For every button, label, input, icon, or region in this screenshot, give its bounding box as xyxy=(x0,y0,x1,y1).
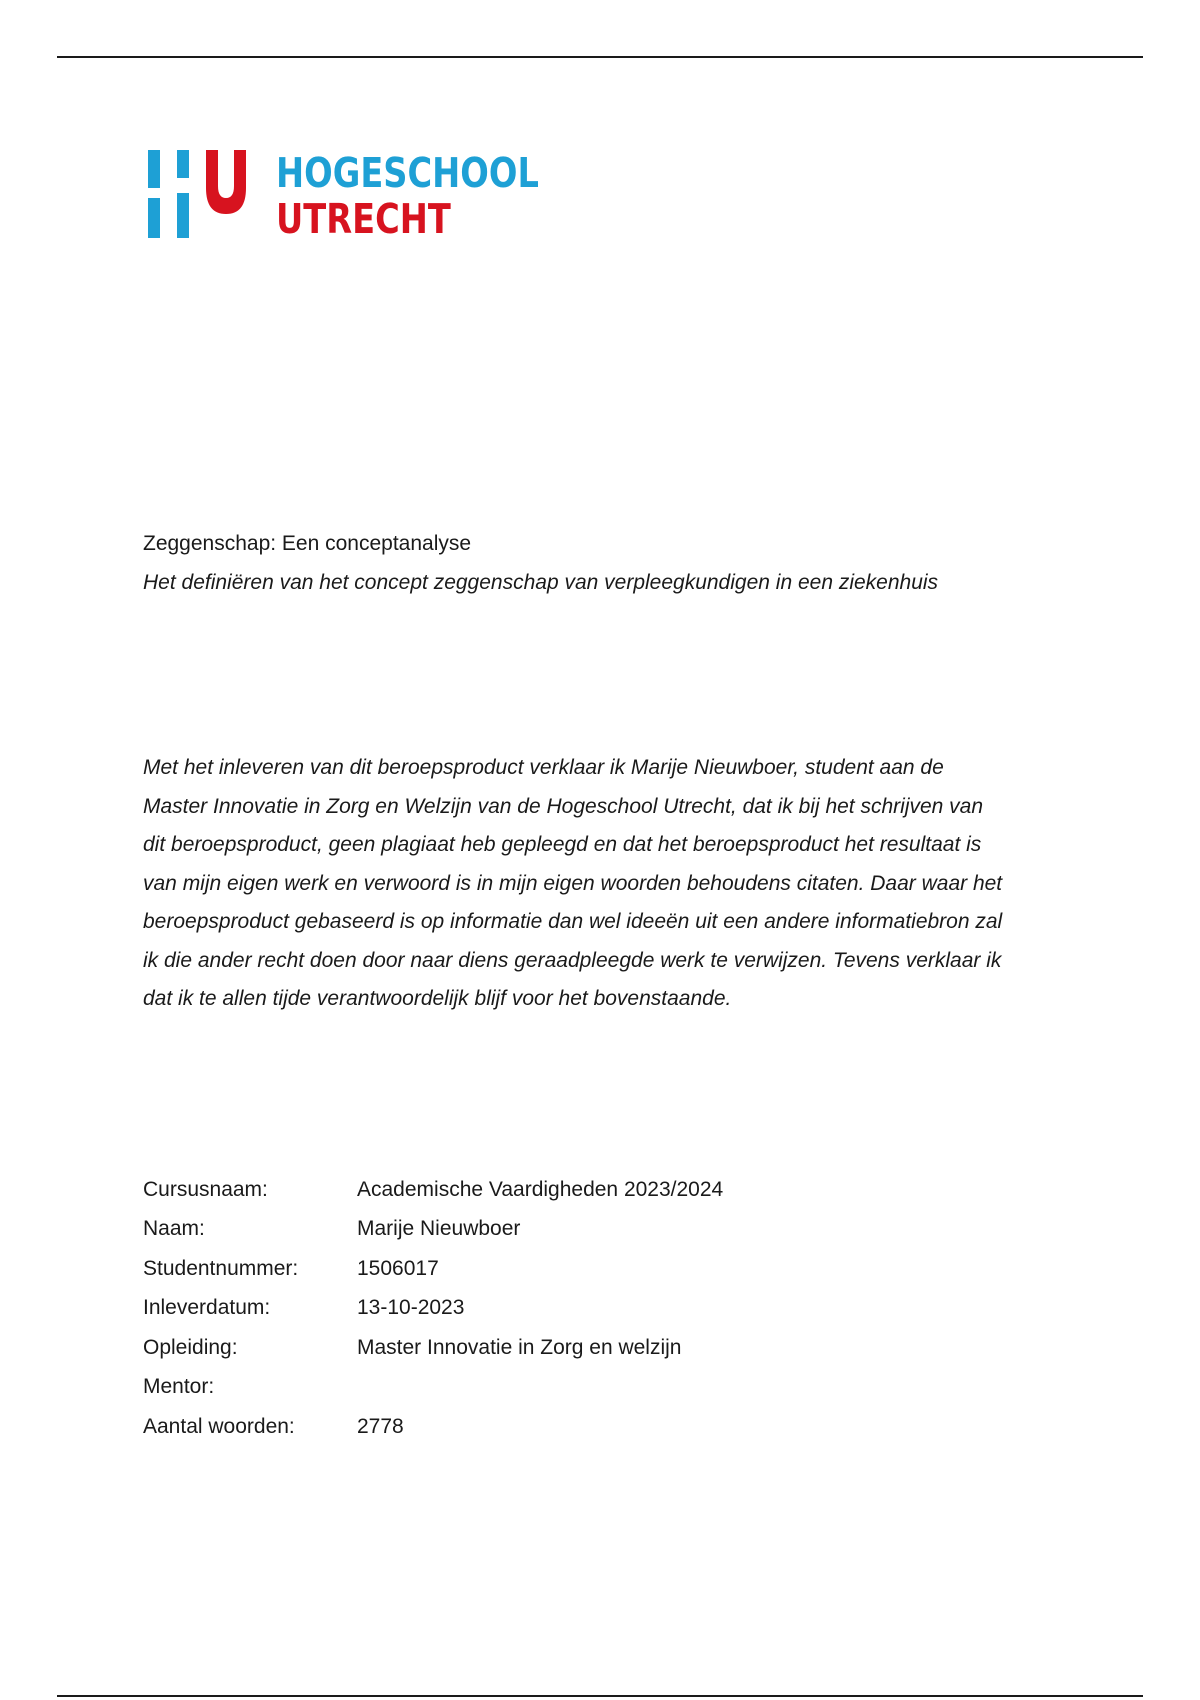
details-row xyxy=(143,1289,723,1329)
details-label: Mentor: xyxy=(143,1375,215,1399)
details-row xyxy=(143,1210,723,1250)
details-value: Master Innovatie in Zorg en welzijn xyxy=(357,1335,682,1359)
logo-wordmark xyxy=(276,148,539,244)
details-label: Aantal woorden: xyxy=(143,1414,295,1438)
details-row xyxy=(143,1249,723,1289)
top-rule xyxy=(57,56,1143,58)
logo-line-hogeschool: HOGESCHOOL xyxy=(276,149,539,197)
details-label: Cursusnaam: xyxy=(143,1177,268,1201)
bottom-rule xyxy=(57,1695,1143,1697)
document-title: Zeggenschap: Een conceptanalyse xyxy=(143,532,472,555)
details-label: Naam: xyxy=(143,1217,205,1241)
plagiarism-statement: Met het inleveren van dit beroepsproduct verklaar ik Marije Nieuwboer, student aan de Master Innovatie in Zorg en Welzijn van de Hogeschool Utrecht, dat ik bij het schrijven van dit beroepsproduct, geen plagiaat heb gepleegd en dat het beroepsproduct het resultaat is van mijn eigen werk en verwoord is in mijn eigen woorden behoudens citaten. Daar waar het beroepsproduct gebaseerd is op informatie dan wel ideeën uit een andere informatiebron zal ik die ander recht doen door naar diens geraadpleegde werk te verwijzen. Tevens verklaar ik dat ik te allen tijde verantwoordelijk blijf voor het bovenstaande. xyxy=(143,756,1003,1010)
logo-line-utrecht: UTRECHT xyxy=(276,195,451,243)
hu-logo-icon xyxy=(146,148,254,240)
title-block xyxy=(143,524,1043,602)
details-row xyxy=(143,1328,723,1368)
details-label: Inleverdatum: xyxy=(143,1296,271,1320)
details-row xyxy=(143,1170,723,1210)
details-value: 13-10-2023 xyxy=(357,1296,465,1320)
details-value: 1506017 xyxy=(357,1256,439,1280)
details-value: 2778 xyxy=(357,1414,404,1438)
details-label: Opleiding: xyxy=(143,1335,238,1359)
details-value: Marije Nieuwboer xyxy=(357,1217,521,1241)
details-table xyxy=(143,1170,723,1447)
details-row xyxy=(143,1368,723,1408)
details-row xyxy=(143,1407,723,1447)
document-subtitle: Het definiëren van het concept zeggenschap van verpleegkundigen in een ziekenhuis xyxy=(143,571,939,594)
details-value: Academische Vaardigheden 2023/2024 xyxy=(357,1177,724,1201)
hogeschool-utrecht-logo xyxy=(146,148,539,243)
details-label: Studentnummer: xyxy=(143,1256,299,1280)
details-value xyxy=(357,1368,723,1408)
